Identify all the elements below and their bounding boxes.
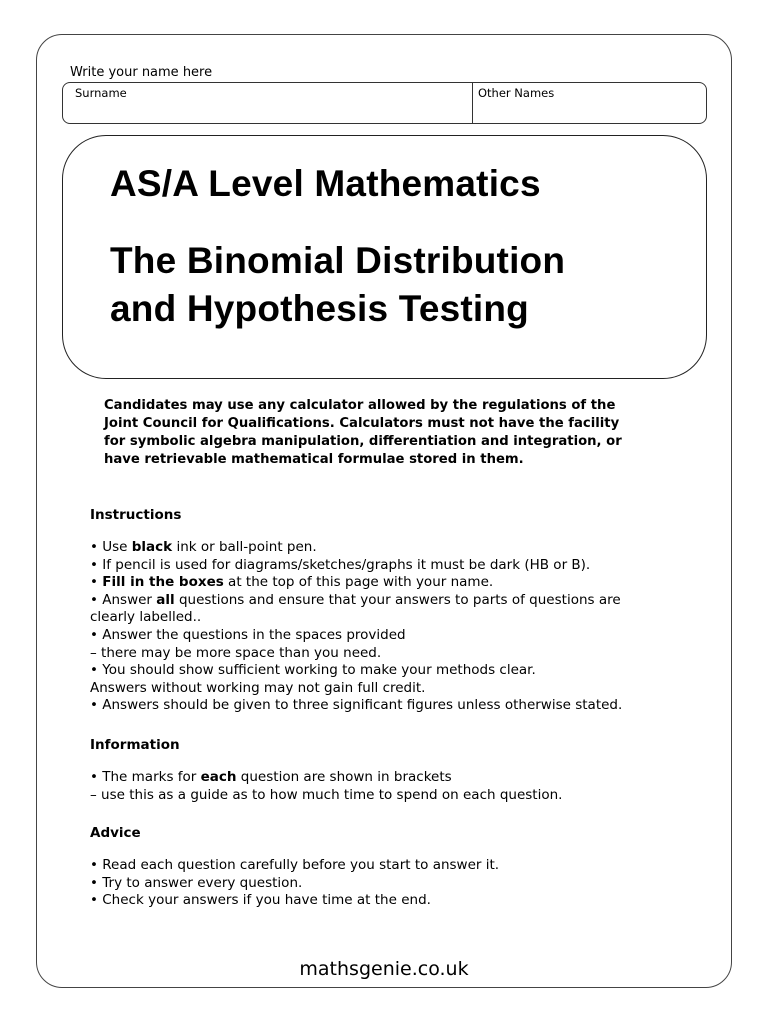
list-item	[90, 787, 730, 805]
list-item	[90, 769, 730, 787]
list-item	[90, 697, 730, 715]
list-item	[90, 662, 730, 680]
calculator-notice	[104, 397, 704, 469]
item-text: • Use	[90, 539, 132, 555]
item-text: questions and ensure that your answers to parts of questions are	[174, 591, 621, 608]
list-item	[90, 592, 730, 610]
information-section	[90, 737, 730, 804]
calculator-notice-line: Joint Council for Qualifications. Calculators must not have the facility	[104, 416, 620, 431]
information-list	[90, 769, 730, 804]
list-item	[90, 857, 730, 875]
item-text: • Answer	[90, 591, 157, 608]
calculator-notice-line: have retrievable mathematical formulae stored in them.	[104, 452, 524, 467]
item-text: •	[90, 574, 103, 591]
item-text: • Answer the questions in the spaces provided	[90, 626, 406, 643]
item-text: ink or ball-point pen.	[172, 539, 317, 555]
title-main: AS/A Level Mathematics	[110, 163, 541, 204]
emphasis-text: each	[200, 769, 237, 785]
emphasis-text: all	[156, 591, 175, 608]
advice-section	[90, 825, 730, 910]
list-item	[90, 557, 730, 575]
item-text: • Try to answer every question.	[90, 874, 303, 891]
list-item	[90, 574, 730, 592]
instructions-section	[90, 507, 730, 715]
list-item	[90, 875, 730, 893]
item-text: Answers without working may not gain full credit.	[90, 679, 426, 696]
item-text: • You should show sufficient working to make your methods clear.	[90, 662, 536, 679]
list-item	[90, 539, 730, 557]
instructions-heading: Instructions	[90, 507, 182, 523]
title-sub-line-2: and Hypothesis Testing	[110, 288, 529, 329]
name-box	[62, 82, 707, 124]
list-item	[90, 680, 730, 698]
item-text: – there may be more space than you need.	[90, 644, 382, 661]
item-text: • Answers should be given to three significant figures unless otherwise stated.	[90, 697, 623, 714]
item-text: • Check your answers if you have time at the end.	[90, 892, 431, 909]
information-heading: Information	[90, 737, 180, 753]
list-item	[90, 892, 730, 910]
footer-website: mathsgenie.co.uk	[299, 958, 469, 980]
item-text: question are shown in brackets	[236, 769, 452, 785]
title-box	[62, 135, 707, 379]
calculator-notice-line: Candidates may use any calculator allowed by the regulations of the	[104, 398, 616, 413]
instructions-list	[90, 539, 730, 715]
list-item	[90, 645, 730, 663]
list-item	[90, 627, 730, 645]
item-text: • The marks for	[90, 769, 201, 785]
item-text: at the top of this page with your name.	[223, 574, 494, 591]
advice-list	[90, 857, 730, 910]
other-names-label: Other Names	[478, 86, 555, 100]
name-caption: Write your name here	[70, 65, 213, 80]
item-text: • If pencil is used for diagrams/sketches/graphs it must be dark (HB or B).	[90, 556, 591, 573]
advice-heading: Advice	[90, 825, 141, 841]
item-text: • Read each question carefully before you start to answer it.	[90, 857, 500, 873]
calculator-notice-line: for symbolic algebra manipulation, differentiation and integration, or	[104, 434, 622, 449]
title-sub-line-1: The Binomial Distribution	[110, 240, 566, 281]
emphasis-text: black	[131, 539, 173, 555]
item-text: – use this as a guide as to how much time to spend on each question.	[90, 786, 563, 803]
title-sub	[110, 237, 565, 333]
list-item	[90, 609, 730, 627]
emphasis-text: Fill in the boxes	[102, 574, 224, 591]
item-text: clearly labelled..	[90, 609, 202, 626]
surname-label: Surname	[75, 86, 127, 100]
name-divider	[472, 83, 473, 123]
